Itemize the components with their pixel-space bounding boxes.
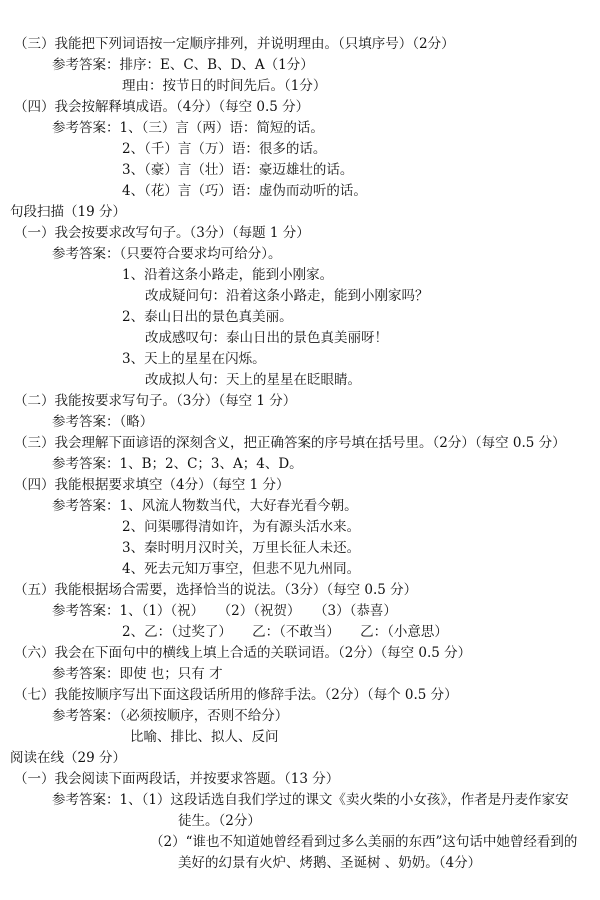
answer-line: 参考答案：（必须按顺序，否则不给分） [52,708,289,724]
question-heading: （二）我能按要求写句子。（3分）（每空 1 分） [14,393,297,409]
answer-line: 2、乙：（过奖了） 乙：（不敢当） 乙：（小意思） [122,624,448,640]
answer-line: 理由：按节日的时间先后。（1分） [122,78,327,94]
answer-line: 1、沿着这条小路走，能到小刚家。 [122,267,334,283]
answer-line: 3、天上的星星在闪烁。 [122,351,266,367]
question-heading: （六）我会在下面句中的横线上填上合适的关联词语。（2分）（每空 0.5 分） [14,645,472,661]
answer-line: 改成感叹句：泰山日出的景色真美丽呀！ [145,330,388,346]
answer-line: 参考答案：即使 也；只有 才 [52,666,223,682]
answer-line: 参考答案：1、B；2、C；3、A；4、D。 [52,456,303,472]
answer-line: 2、泰山日出的景色真美丽。 [122,309,293,325]
answer-line: 参考答案：（略） [52,414,154,430]
answer-line: 参考答案：（只要符合要求均可给分）。 [52,246,282,262]
answer-line: 参考答案：1、风流人物数当代，大好春光看今朝。 [52,498,358,514]
answer-line: 2、问渠哪得清如许，为有源头活水来。 [122,519,361,535]
section4-heading: （四）我会按解释填成语。（4分）（每空 0.5 分） [14,99,310,115]
answer-line: 比喻、排比、拟人、反问 [130,729,279,745]
question-heading: （一）我会按要求改写句子。（3分）（每题 1 分） [14,225,310,241]
answer-line: 参考答案：1、（1）（祝） （2）（祝贺） （3）（恭喜） [52,603,397,619]
section3-heading: （三）我能把下列词语按一定顺序排列，并说明理由。（只填序号）（2分） [14,36,455,52]
answer-line: 改成拟人句：天上的星星在眨眼睛。 [145,372,361,388]
answer-line: 4、（花）言（巧）语：虚伪而动听的话。 [122,183,367,199]
question-heading: （三）我会理解下面谚语的深刻含义，把正确答案的序号填在括号里。（2分）（每空 0.5 分） [14,435,566,451]
answer-line: 参考答案：1、（1）这段话选自我们学过的课文《卖火柴的小女孩》，作者是丹麦作家安 [52,792,569,808]
part-heading-reading: 阅读在线（29 分） [10,750,126,766]
answer-line: 改成疑问句：沿着这条小路走，能到小刚家吗？ [145,288,429,304]
answer-line: （2）“谁也不知道她曾经看到过多么美丽的东西”这句话中她曾经看到的 [150,834,578,850]
answer-line: 2、（千）言（万）语：很多的话。 [122,141,327,157]
question-heading: （一）我会阅读下面两段话，并按要求答题。（13 分） [14,771,340,787]
answer-line: 3、秦时明月汉时关，万里长征人未还。 [122,540,361,556]
answer-line: 参考答案：排序：E、C、B、D、A（1分） [52,57,314,73]
question-heading: （四）我能根据要求填空（4分）（每空 1 分） [14,477,290,493]
question-heading: （五）我能根据场合需要，选择恰当的说法。（3分）（每空 0.5 分） [14,582,418,598]
answer-line: 4、死去元知万事空，但悲不见九州同。 [122,561,361,577]
answer-line: 3、（豪）言（壮）语：豪迈雄壮的话。 [122,162,354,178]
part-heading-sentences: 句段扫描（19 分） [10,204,126,220]
question-heading: （七）我能按顺序写出下面这段话所用的修辞手法。（2分）（每个 0.5 分） [14,687,458,703]
answer-line: 美好的幻景有火炉、烤鹅、圣诞树 、奶奶。（4分） [178,855,482,871]
answer-line: 徒生。（2分） [178,813,261,829]
answer-line: 参考答案：1、（三）言（两）语：简短的话。 [52,120,324,136]
